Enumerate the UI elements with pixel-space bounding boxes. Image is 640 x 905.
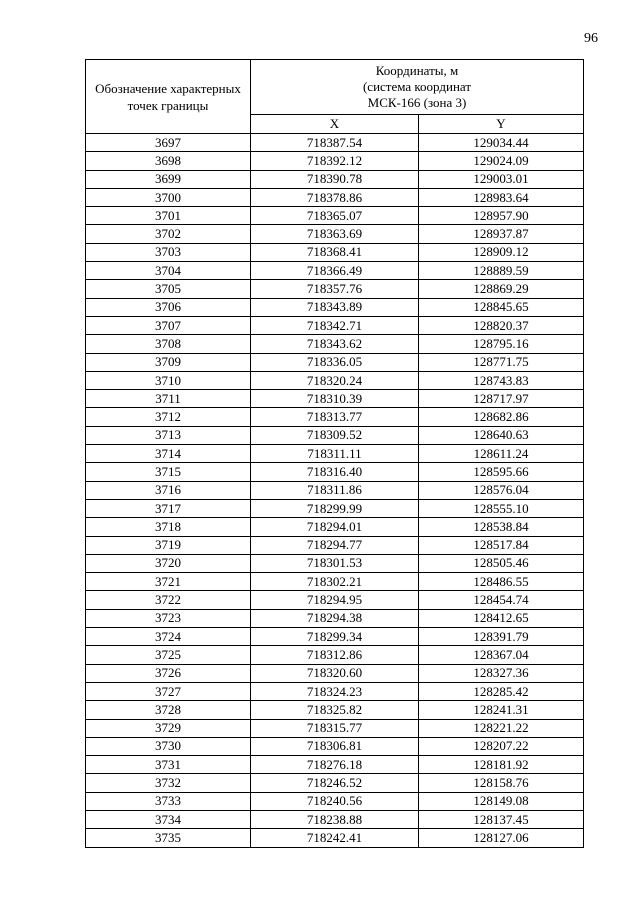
cell-x: 718320.60 [251, 664, 419, 682]
cell-point: 3722 [86, 591, 251, 609]
table-row [86, 628, 584, 646]
cell-point: 3708 [86, 335, 251, 353]
cell-x: 718378.86 [251, 188, 419, 206]
cell-point: 3730 [86, 737, 251, 755]
table-row [86, 225, 584, 243]
cell-y: 129024.09 [419, 152, 584, 170]
cell-y: 128137.45 [419, 810, 584, 828]
cell-point: 3715 [86, 463, 251, 481]
cell-point: 3716 [86, 481, 251, 499]
cell-x: 718299.99 [251, 499, 419, 517]
cell-point: 3702 [86, 225, 251, 243]
header-coordinates: Координаты, м (система координат МСК-166 (зона 3) [251, 60, 584, 115]
cell-point: 3711 [86, 390, 251, 408]
cell-point: 3704 [86, 262, 251, 280]
cell-y: 128937.87 [419, 225, 584, 243]
table-row [86, 682, 584, 700]
cell-x: 718306.81 [251, 737, 419, 755]
cell-point: 3733 [86, 792, 251, 810]
cell-x: 718316.40 [251, 463, 419, 481]
cell-y: 128595.66 [419, 463, 584, 481]
table-row [86, 664, 584, 682]
table-row [86, 152, 584, 170]
cell-point: 3714 [86, 445, 251, 463]
cell-point: 3698 [86, 152, 251, 170]
cell-y: 128486.55 [419, 573, 584, 591]
cell-y: 128983.64 [419, 188, 584, 206]
cell-point: 3701 [86, 207, 251, 225]
cell-point: 3717 [86, 499, 251, 517]
cell-x: 718392.12 [251, 152, 419, 170]
table-row [86, 390, 584, 408]
cell-x: 718342.71 [251, 316, 419, 334]
cell-y: 128869.29 [419, 280, 584, 298]
table-row [86, 298, 584, 316]
cell-y: 128771.75 [419, 353, 584, 371]
cell-y: 128181.92 [419, 756, 584, 774]
cell-point: 3706 [86, 298, 251, 316]
table-row [86, 408, 584, 426]
cell-x: 718246.52 [251, 774, 419, 792]
cell-x: 718294.77 [251, 536, 419, 554]
cell-y: 128391.79 [419, 628, 584, 646]
cell-point: 3732 [86, 774, 251, 792]
cell-y: 128640.63 [419, 426, 584, 444]
cell-x: 718315.77 [251, 719, 419, 737]
cell-x: 718238.88 [251, 810, 419, 828]
cell-x: 718294.38 [251, 609, 419, 627]
table-row [86, 518, 584, 536]
table-row [86, 646, 584, 664]
table-row [86, 426, 584, 444]
table-row [86, 280, 584, 298]
cell-point: 3724 [86, 628, 251, 646]
cell-x: 718302.21 [251, 573, 419, 591]
cell-y: 128367.04 [419, 646, 584, 664]
cell-y: 128454.74 [419, 591, 584, 609]
cell-x: 718294.01 [251, 518, 419, 536]
cell-x: 718299.34 [251, 628, 419, 646]
cell-x: 718242.41 [251, 829, 419, 847]
cell-x: 718366.49 [251, 262, 419, 280]
cell-x: 718312.86 [251, 646, 419, 664]
cell-point: 3710 [86, 371, 251, 389]
cell-point: 3727 [86, 682, 251, 700]
cell-point: 3705 [86, 280, 251, 298]
cell-x: 718310.39 [251, 390, 419, 408]
cell-x: 718309.52 [251, 426, 419, 444]
table-row [86, 207, 584, 225]
table-row [86, 536, 584, 554]
cell-point: 3721 [86, 573, 251, 591]
cell-y: 128717.97 [419, 390, 584, 408]
table-row [86, 170, 584, 188]
table-row [86, 316, 584, 334]
table-row [86, 463, 584, 481]
cell-x: 718313.77 [251, 408, 419, 426]
header-y: Y [419, 114, 584, 133]
table-row [86, 481, 584, 499]
cell-x: 718240.56 [251, 792, 419, 810]
cell-y: 128517.84 [419, 536, 584, 554]
cell-x: 718294.95 [251, 591, 419, 609]
cell-y: 128909.12 [419, 243, 584, 261]
table-row [86, 756, 584, 774]
cell-x: 718363.69 [251, 225, 419, 243]
table-row [86, 573, 584, 591]
table-row [86, 609, 584, 627]
header-point-label: Обозначение характерных точек границы [86, 60, 251, 134]
cell-y: 128957.90 [419, 207, 584, 225]
table-row [86, 554, 584, 572]
table-row [86, 719, 584, 737]
cell-x: 718324.23 [251, 682, 419, 700]
cell-point: 3700 [86, 188, 251, 206]
cell-point: 3719 [86, 536, 251, 554]
cell-x: 718387.54 [251, 134, 419, 152]
cell-x: 718368.41 [251, 243, 419, 261]
table-row [86, 774, 584, 792]
table-row [86, 701, 584, 719]
cell-x: 718357.76 [251, 280, 419, 298]
cell-y: 128889.59 [419, 262, 584, 280]
cell-x: 718276.18 [251, 756, 419, 774]
cell-y: 128412.65 [419, 609, 584, 627]
cell-point: 3713 [86, 426, 251, 444]
table-row [86, 445, 584, 463]
cell-point: 3728 [86, 701, 251, 719]
cell-point: 3726 [86, 664, 251, 682]
cell-y: 128743.83 [419, 371, 584, 389]
cell-x: 718301.53 [251, 554, 419, 572]
cell-y: 128538.84 [419, 518, 584, 536]
cell-y: 128327.36 [419, 664, 584, 682]
table-row [86, 335, 584, 353]
table-row [86, 353, 584, 371]
cell-y: 128127.06 [419, 829, 584, 847]
cell-y: 129003.01 [419, 170, 584, 188]
cell-x: 718311.86 [251, 481, 419, 499]
table-row [86, 371, 584, 389]
table-row [86, 243, 584, 261]
table-row [86, 737, 584, 755]
cell-y: 128845.65 [419, 298, 584, 316]
cell-y: 128555.10 [419, 499, 584, 517]
cell-x: 718343.62 [251, 335, 419, 353]
table-row [86, 829, 584, 847]
cell-point: 3709 [86, 353, 251, 371]
cell-x: 718365.07 [251, 207, 419, 225]
cell-point: 3731 [86, 756, 251, 774]
cell-y: 128241.31 [419, 701, 584, 719]
cell-point: 3729 [86, 719, 251, 737]
cell-point: 3720 [86, 554, 251, 572]
cell-y: 128576.04 [419, 481, 584, 499]
cell-x: 718325.82 [251, 701, 419, 719]
cell-point: 3723 [86, 609, 251, 627]
cell-y: 128795.16 [419, 335, 584, 353]
cell-point: 3718 [86, 518, 251, 536]
cell-x: 718311.11 [251, 445, 419, 463]
cell-x: 718390.78 [251, 170, 419, 188]
cell-y: 128820.37 [419, 316, 584, 334]
cell-y: 128611.24 [419, 445, 584, 463]
cell-x: 718336.05 [251, 353, 419, 371]
cell-y: 128207.22 [419, 737, 584, 755]
cell-point: 3725 [86, 646, 251, 664]
table-row [86, 810, 584, 828]
table-row [86, 792, 584, 810]
cell-y: 128682.86 [419, 408, 584, 426]
table-row [86, 134, 584, 152]
cell-y: 129034.44 [419, 134, 584, 152]
table-row [86, 262, 584, 280]
header-x: X [251, 114, 419, 133]
cell-x: 718343.89 [251, 298, 419, 316]
cell-y: 128505.46 [419, 554, 584, 572]
table-row [86, 188, 584, 206]
cell-y: 128149.08 [419, 792, 584, 810]
cell-point: 3697 [86, 134, 251, 152]
page-number: 96 [584, 31, 598, 46]
cell-point: 3699 [86, 170, 251, 188]
cell-y: 128285.42 [419, 682, 584, 700]
cell-point: 3734 [86, 810, 251, 828]
table-row [86, 591, 584, 609]
cell-point: 3703 [86, 243, 251, 261]
cell-y: 128221.22 [419, 719, 584, 737]
cell-point: 3712 [86, 408, 251, 426]
coordinates-table [85, 59, 584, 848]
cell-point: 3735 [86, 829, 251, 847]
table-row [86, 499, 584, 517]
cell-y: 128158.76 [419, 774, 584, 792]
cell-point: 3707 [86, 316, 251, 334]
cell-x: 718320.24 [251, 371, 419, 389]
